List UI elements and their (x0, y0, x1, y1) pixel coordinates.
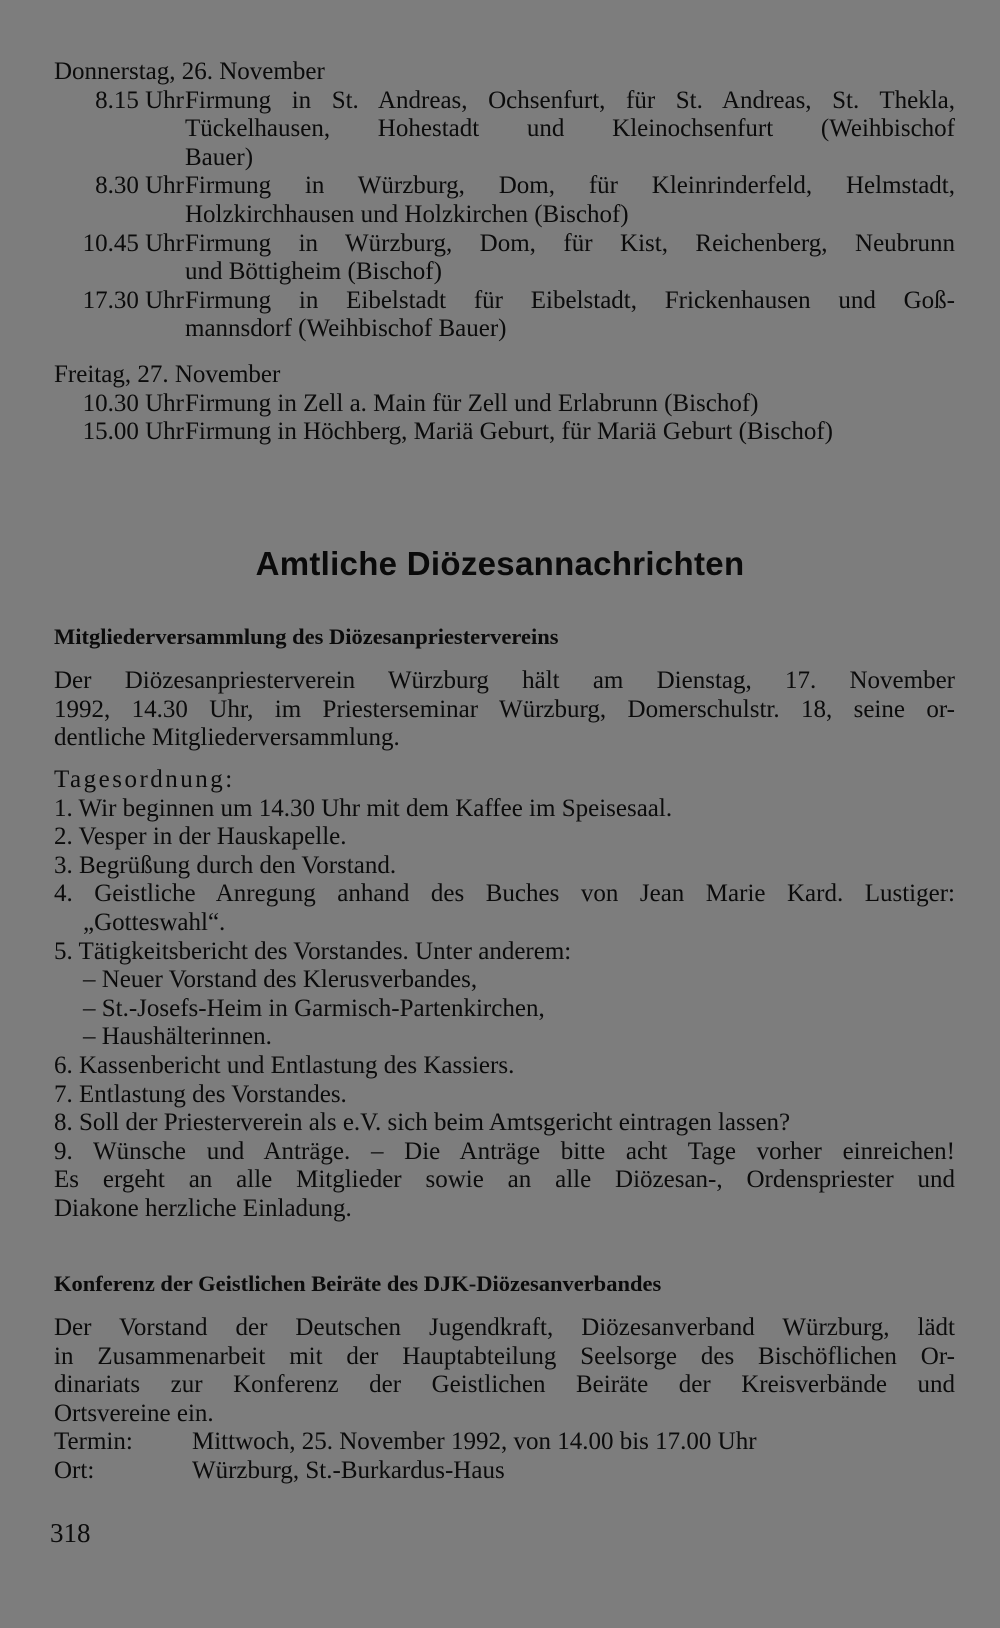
paragraph-line: Ortsvereine ein. (54, 1399, 214, 1427)
agenda-subitem: – St.-Josefs-Heim in Garmisch-Partenkirchen, (83, 994, 545, 1022)
schedule-text-line: Bauer) (185, 143, 254, 171)
agenda-item: 8. Soll der Priesterverein als e.V. sich beim Amtsgericht eintragen lassen? (54, 1109, 791, 1137)
agenda (54, 766, 955, 1224)
schedule-day2 (54, 361, 954, 447)
schedule-time: 15.00 Uhr (82, 418, 184, 446)
paragraph-line: 1992, 14.30 Uhr, im Priesterseminar Würzburg, Domerschulstr. 18, seine or- (54, 695, 955, 723)
schedule-text-line: Tückelhausen, Hohestadt und Kleinochsenfurt (Weihbischof (185, 115, 955, 143)
termin-row (54, 1428, 955, 1457)
schedule-text (185, 172, 955, 229)
agenda-item: 9. Wünsche und Anträge. – Die Anträge bitte acht Tage vorher einreichen! (54, 1137, 955, 1165)
page-number: 318 (50, 1518, 91, 1548)
schedule-entry (54, 230, 954, 287)
schedule-entry (54, 287, 954, 344)
schedule-entry (54, 418, 954, 447)
agenda-item: 6. Kassenbericht und Entlastung des Kassiers. (54, 1051, 515, 1079)
agenda-item: 7. Entlastung des Vorstandes. (54, 1080, 347, 1108)
schedule-text (185, 418, 955, 447)
agenda-item: 5. Tätigkeitsbericht des Vorstandes. Unter anderem: (54, 937, 572, 965)
schedule (54, 58, 954, 344)
section2-title: Konferenz der Geistlichen Beiräte des DJK-Diözesanverbandes (54, 1271, 662, 1296)
schedule-text (185, 287, 955, 344)
termin-value: Mittwoch, 25. November 1992, von 14.00 bis 17.00 Uhr (192, 1428, 757, 1456)
paragraph-line: in Zusammenarbeit mit der Hauptabteilung Seelsorge des Bischöflichen Or- (54, 1342, 955, 1370)
schedule-text (185, 390, 955, 419)
schedule-text-line: Firmung in St. Andreas, Ochsenfurt, für St. Andreas, St. Thekla, (185, 86, 955, 114)
section1-title: Mitgliederversammlung des Diözesanpriestervereins (54, 624, 559, 649)
schedule-time: 8.15 Uhr (95, 86, 184, 114)
schedule-text (185, 87, 955, 173)
paragraph-line: dentliche Mitgliederversammlung. (54, 724, 400, 752)
agenda-label: Tagesordnung: (54, 766, 235, 793)
ort-value: Würzburg, St.-Burkardus-Haus (192, 1456, 505, 1484)
schedule-entry (54, 87, 954, 173)
schedule-entry (54, 390, 954, 419)
schedule-text-line: Firmung in Eibelstadt für Eibelstadt, Frickenhausen und Goß- (185, 286, 955, 314)
agenda-item: 1. Wir beginnen um 14.30 Uhr mit dem Kaffee im Speisesaal. (54, 794, 673, 822)
agenda-subitem: – Haushälterinnen. (83, 1023, 272, 1051)
schedule-text-line: Firmung in Zell a. Main für Zell und Erlabrunn (Bischof) (185, 389, 759, 417)
schedule-text-line: Firmung in Würzburg, Dom, für Kist, Reichenberg, Neubrunn (185, 229, 955, 257)
schedule-time: 17.30 Uhr (82, 286, 184, 314)
schedule-text-line: Holzkirchhausen und Holzkirchen (Bischof) (185, 200, 629, 228)
schedule-text (185, 230, 955, 287)
schedule-entry (54, 172, 954, 229)
ort-label: Ort: (54, 1456, 95, 1484)
schedule-text-line: Firmung in Würzburg, Dom, für Kleinrinderfeld, Helmstadt, (185, 172, 955, 200)
paragraph-line: dinariats zur Konferenz der Geistlichen Beiräte der Kreisverbände und (54, 1371, 955, 1399)
agenda-item: 4. Geistliche Anregung anhand des Buches von Jean Marie Kard. Lustiger: (54, 880, 955, 908)
section-heading: Amtliche Diözesannachrichten (255, 545, 745, 582)
section1-intro (54, 667, 955, 753)
schedule-text-line: mannsdorf (Weihbischof Bauer) (185, 315, 507, 343)
paragraph-line: Der Diözesanpriesterverein Würzburg hält am Dienstag, 17. November (54, 667, 955, 694)
closing-line: Es ergeht an alle Mitglieder sowie an alle Diözesan-, Ordenspriester und (54, 1166, 955, 1194)
schedule-time: 10.45 Uhr (82, 229, 184, 257)
section2-body (54, 1314, 955, 1486)
schedule-time: 8.30 Uhr (95, 172, 184, 200)
termin-label: Termin: (54, 1428, 133, 1456)
schedule-text-line: Firmung in Höchberg, Mariä Geburt, für Mariä Geburt (Bischof) (185, 418, 833, 446)
closing-line: Diakone herzliche Einladung. (54, 1194, 352, 1222)
schedule-text-line: und Böttigheim (Bischof) (185, 258, 442, 286)
schedule-time: 10.30 Uhr (82, 389, 184, 417)
schedule-day-heading: Freitag, 27. November (54, 361, 281, 388)
agenda-item-continuation: „Gotteswahl“. (83, 908, 226, 936)
schedule-day-heading: Donnerstag, 26. November (54, 58, 325, 85)
paragraph-line: Der Vorstand der Deutschen Jugendkraft, Diözesanverband Würzburg, lädt (54, 1314, 955, 1341)
agenda-subitem: – Neuer Vorstand des Klerusverbandes, (83, 966, 478, 994)
ort-row (54, 1457, 955, 1486)
agenda-item: 3. Begrüßung durch den Vorstand. (54, 851, 397, 879)
agenda-item: 2. Vesper in der Hauskapelle. (54, 823, 347, 851)
